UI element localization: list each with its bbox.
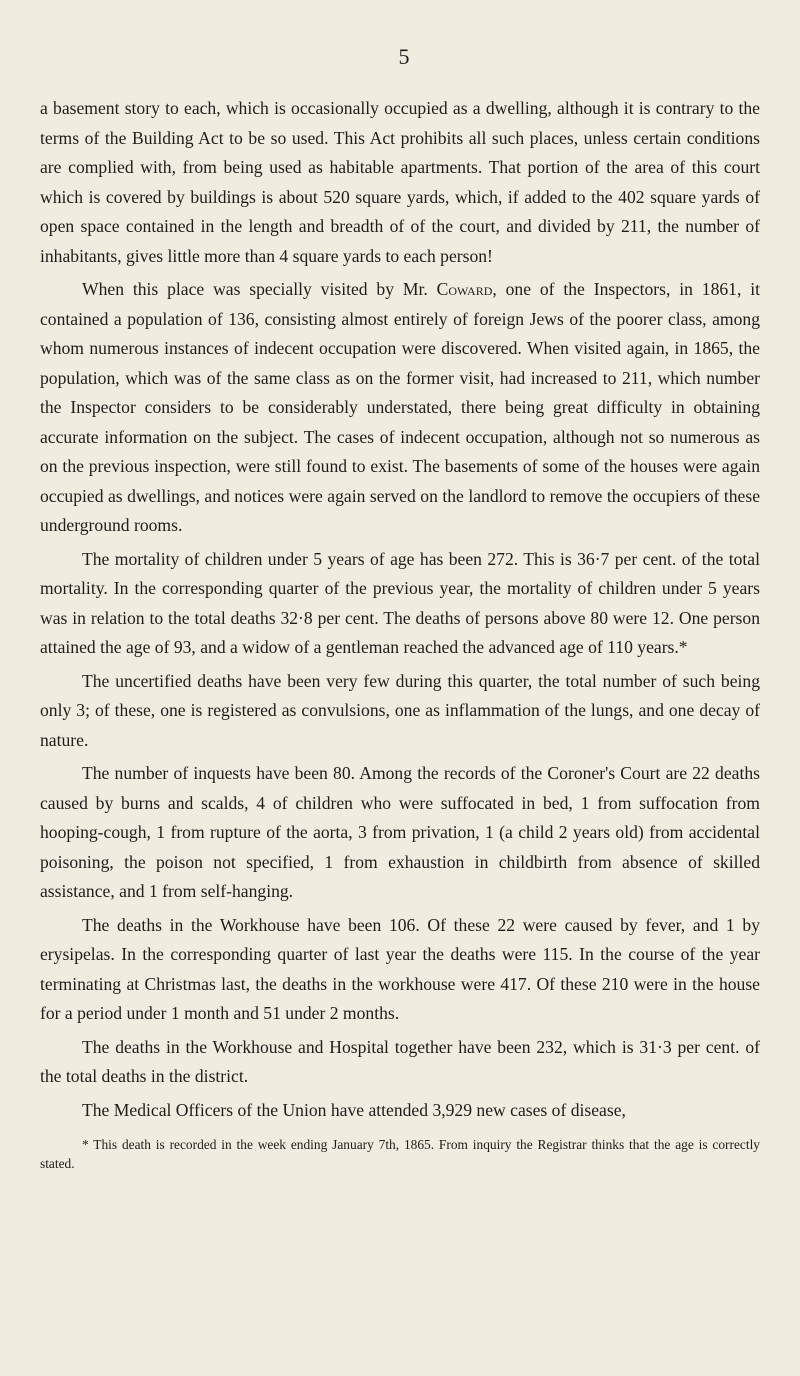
inspector-name: Coward — [436, 279, 493, 299]
paragraph-text: When this place was specially visited by Mr. — [82, 279, 437, 299]
paragraph-court-area: a basement story to each, which is occasionally occupied as a dwelling, although it is contrary to the terms of the Building Act to be so used. This Act prohibits all such places, unless certain conditions are complied with, from being used as habitable apartments. That portion of the area of this court which is covered by buildings is about 520 square yards, which, if added to the 402 square yards of open space contained in the length and breadth of of the court, and divided by 211, the number of inhabitants, gives little more than 4 square yards to each person! — [40, 98, 760, 266]
page-number: 5 — [398, 44, 410, 69]
paragraph-text: , one of the Inspectors, in 1861, it contained a population of 136, consisting almost entirely of foreign Jews of the poorer class, among whom numerous instances of indecent occupation were discovered. When visited again, in 1865, the population, which was of the same class as on the former visit, had increased to 211, which number the Inspector considers to be considerably understated, there being great difficulty in obtaining accurate information on the subject. The cases of indecent occupation, although not so numerous as on the previous inspection, were still found to exist. The basements of some of the houses were again occupied as dwellings, and notices were again served on the landlord to remove the occupiers of these underground rooms. — [40, 279, 760, 535]
footnote: * This death is recorded in the week ending January 7th, 1865. From inquiry the Registrar thinks that the age is correctly stated. — [40, 1137, 760, 1171]
paragraph-uncertified-deaths: The uncertified deaths have been very few during this quarter, the total number of such being only 3; of these, one is registered as convulsions, one as inflammation of the lungs, and one decay of nature. — [40, 670, 760, 750]
paragraph-inquests: The number of inquests have been 80. Among the records of the Coroner's Court are 22 deaths caused by burns and scalds, 4 of children who were suffocated in bed, 1 from suffocation from hooping-cough, 1 from rupture of the aorta, 3 from privation, 1 (a child 2 years old) from accidental poisoning, the poison not specified, 1 from exhaustion in childbirth from absence of skilled assistance, and 1 from self-hanging. — [40, 763, 760, 901]
paragraph-child-mortality: The mortality of children under 5 years of age has been 272. This is 36·7 per cent. of the total mortality. In the corresponding quarter of the previous year, the mortality of children under 5 years was in relation to the total deaths 32·8 per cent. The deaths of persons above 80 were 12. One person attained the age of 93, and a widow of a gentleman reached the advanced age of 110 years.* — [40, 548, 760, 657]
paragraph-workhouse-deaths: The deaths in the Workhouse have been 106. Of these 22 were caused by fever, and 1 by erysipelas. In the corresponding quarter of last year the deaths were 115. In the course of the year terminating at Christmas last, the deaths in the workhouse were 417. Of these 210 were in the house for a period under 1 month and 51 under 2 months. — [40, 914, 760, 1023]
paragraph-inspection-visit — [40, 275, 760, 541]
paragraph-workhouse-hospital: The deaths in the Workhouse and Hospital together have been 232, which is 31·3 per cent. of the total deaths in the district. — [40, 1036, 760, 1086]
paragraph-medical-officers: The Medical Officers of the Union have attended 3,929 new cases of disease, — [82, 1099, 626, 1120]
